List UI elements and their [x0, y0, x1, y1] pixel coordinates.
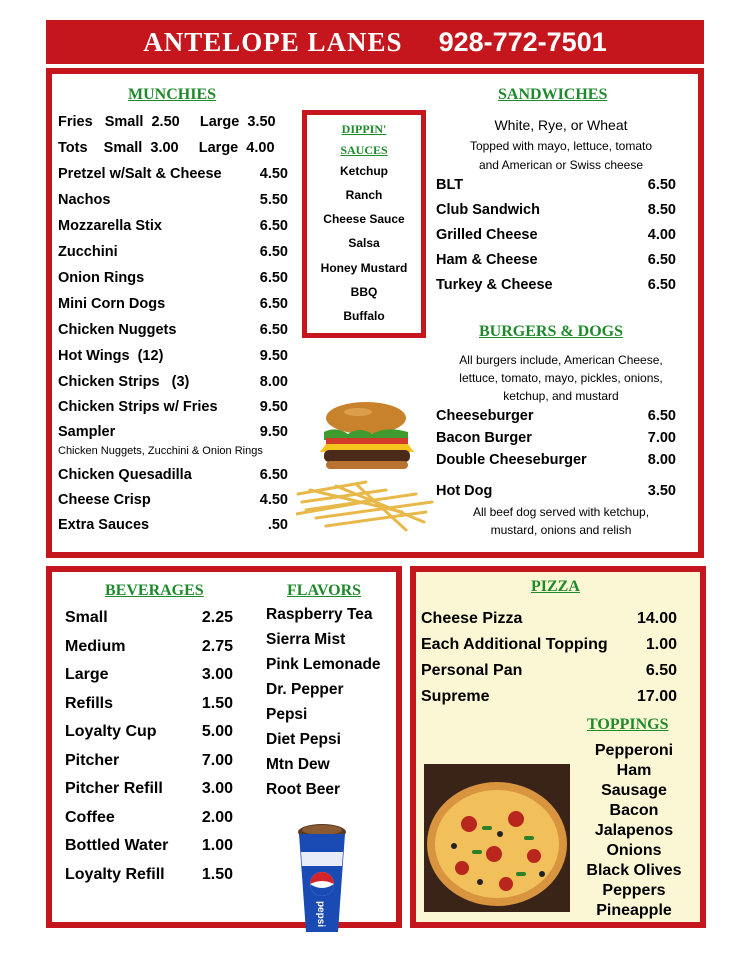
pepsi-logo-text: pepsi	[315, 900, 326, 928]
menu-item: Nachos 5.50	[58, 192, 288, 208]
pizza-list	[421, 610, 677, 714]
sauce-item: BBQ	[350, 285, 378, 299]
topping-item: Onions	[606, 842, 662, 859]
menu-item: Large 3.00	[65, 666, 233, 683]
menu-item: Personal Pan 6.50	[421, 662, 677, 679]
burger-note-1: All burgers include, American Cheese,	[459, 353, 663, 367]
hotdog-note-1: All beef dog served with ketchup,	[472, 505, 650, 519]
menu-item: Cheese Pizza 14.00	[421, 610, 677, 627]
menu-item: Extra Sauces .50	[58, 517, 288, 533]
topping-item: Ham	[616, 762, 652, 779]
menu-item: Pitcher Refill 3.00	[65, 780, 233, 797]
flavor-item: Pepsi	[266, 706, 308, 723]
menu-item: Loyalty Refill 1.50	[65, 865, 233, 883]
sauces-heading-2: SAUCES	[340, 143, 388, 157]
topping-item: Sausage	[601, 782, 667, 799]
menu-item: Hot Wings (12) 9.50	[58, 348, 288, 364]
menu-item: Onion Rings 6.50	[58, 270, 288, 286]
menu-item: Grilled Cheese 4.00	[436, 227, 676, 243]
menu-item: Sampler 9.50	[58, 424, 288, 440]
sauce-item: Buffalo	[343, 309, 385, 323]
menu-item: Supreme 17.00	[421, 688, 677, 705]
sandwich-note-1: Topped with mayo, lettuce, tomato	[469, 139, 653, 153]
sandwiches-heading: SANDWICHES	[498, 86, 608, 103]
menu-item: Pretzel w/Salt & Cheese 4.50	[58, 166, 288, 182]
burger-note-3: ketchup, and mustard	[503, 389, 619, 403]
flavor-item: Pink Lemonade	[266, 656, 381, 673]
beverages-heading: BEVERAGES	[105, 582, 204, 599]
menu-item: Pitcher 7.00	[65, 751, 233, 769]
menu-item: Bottled Water 1.00	[65, 837, 233, 854]
menu-item: Fries Small 2.50 Large 3.50	[58, 114, 276, 130]
flavor-item: Root Beer	[266, 781, 341, 798]
sauce-item: Ketchup	[340, 164, 388, 178]
menu-item: Loyalty Cup 5.00	[65, 723, 233, 740]
menu-item: Turkey & Cheese 6.50	[436, 277, 676, 293]
topping-item: Black Olives	[586, 862, 682, 879]
sauces-box	[302, 110, 426, 338]
sandwich-note-2: and American or Swiss cheese	[478, 158, 644, 172]
hotdog-item: Hot Dog 3.50	[436, 483, 676, 499]
flavor-item: Sierra Mist	[266, 631, 346, 648]
menu-item: Cheese Crisp 4.50	[58, 492, 288, 508]
pizza-heading: PIZZA	[531, 578, 580, 595]
menu-item: Double Cheeseburger 8.00	[436, 452, 676, 468]
sandwich-list	[436, 177, 676, 302]
munchies-list	[58, 114, 288, 542]
menu-item: Chicken Nuggets 6.50	[58, 322, 288, 338]
sauce-item: Honey Mustard	[320, 261, 408, 275]
toppings-heading: TOPPINGS	[587, 716, 669, 733]
header-banner	[46, 20, 704, 64]
flavors-heading: FLAVORS	[287, 582, 362, 599]
bread-options: White, Rye, or Wheat	[494, 117, 628, 133]
menu-item: Tots Small 3.00 Large 4.00	[58, 140, 275, 156]
sauces-heading-1: DIPPIN'	[341, 122, 387, 136]
sampler-note: Chicken Nuggets, Zucchini & Onion Rings	[58, 445, 263, 457]
flavor-list	[266, 606, 398, 806]
pizza-image	[424, 764, 570, 912]
flavor-item: Diet Pepsi	[266, 731, 341, 748]
menu-item: Club Sandwich 8.50	[436, 202, 676, 218]
burger-note-2: lettuce, tomato, mayo, pickles, onions,	[459, 371, 663, 385]
munchies-heading: MUNCHIES	[128, 86, 217, 103]
burgers-heading: BURGERS & DOGS	[479, 323, 624, 340]
sauce-item: Ranch	[345, 188, 383, 202]
menu-item: Ham & Cheese 6.50	[436, 252, 676, 268]
topping-item: Pepperoni	[594, 742, 674, 759]
menu-item: Medium 2.75	[65, 637, 233, 655]
flavor-item: Mtn Dew	[266, 756, 330, 773]
menu-item: Small 2.25	[65, 609, 233, 626]
soda-cup-image	[296, 822, 348, 938]
hotdog-note-2: mustard, onions and relish	[490, 523, 632, 537]
toppings-list	[578, 742, 690, 922]
menu-item: Each Additional Topping 1.00	[421, 636, 677, 653]
menu-item: Coffee 2.00	[65, 808, 233, 826]
menu-item: Refills 1.50	[65, 694, 233, 712]
sauce-item: Cheese Sauce	[323, 212, 405, 226]
flavor-item: Raspberry Tea	[266, 606, 373, 623]
menu-item: Zucchini 6.50	[58, 244, 288, 260]
menu-item: Mozzarella Stix 6.50	[58, 218, 288, 234]
menu-item: Chicken Quesadilla 6.50	[58, 467, 288, 483]
menu-item: Chicken Strips w/ Fries 9.50	[58, 399, 288, 415]
phone-number: 928-772-7501	[438, 26, 607, 57]
topping-item: Bacon	[609, 802, 659, 819]
topping-item: Jalapenos	[594, 822, 674, 839]
beverage-list	[65, 609, 233, 894]
menu-item: Bacon Burger 7.00	[436, 430, 676, 446]
burger-list	[436, 408, 676, 474]
sauce-item: Salsa	[348, 236, 380, 250]
menu-item: Cheeseburger 6.50	[436, 408, 676, 424]
burger-fries-image	[296, 402, 436, 536]
menu-item: BLT 6.50	[436, 177, 676, 193]
menu-item: Chicken Strips (3) 8.00	[58, 374, 288, 390]
flavor-item: Dr. Pepper	[266, 681, 344, 698]
menu-item: Mini Corn Dogs 6.50	[58, 296, 288, 312]
topping-item: Peppers	[602, 882, 666, 899]
topping-item: Pineapple	[596, 902, 672, 919]
restaurant-name: ANTELOPE LANES	[143, 26, 403, 57]
